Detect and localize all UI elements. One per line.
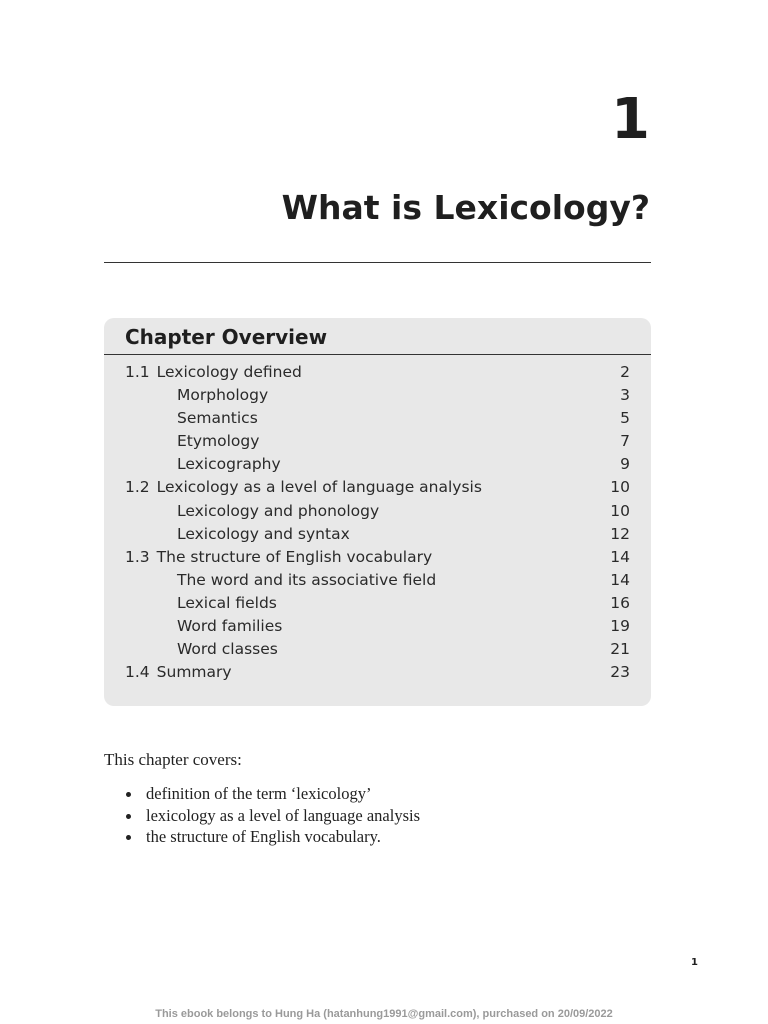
toc-entry-title [125,386,268,404]
toc-entry [125,594,630,617]
toc-entry [125,571,630,594]
bullet-icon [126,814,131,819]
chapter-overview-box [104,318,651,706]
covers-list [104,784,420,849]
toc-entry-title [125,617,282,635]
toc-entry [125,548,630,571]
page-number: 1 [691,957,698,968]
toc-entry-title [125,455,281,473]
chapter-title: What is Lexicology? [281,188,650,227]
toc-entry-label: Word classes [177,640,278,659]
toc-entry-page: 5 [620,409,630,428]
toc-entry [125,455,630,478]
toc-entry-title [125,594,277,612]
toc-entry-page: 16 [610,593,630,612]
toc-entry [125,409,630,432]
toc-entry-label: Morphology [177,386,269,405]
toc-entry-title [125,409,258,427]
ownership-footer: This ebook belongs to Hung Ha (hatanhung1991@gmail.com), purchased on 20/09/2022 [155,1008,613,1020]
toc-entry-title [125,432,259,450]
list-item-text: lexicology as a level of language analysis [146,805,420,825]
toc-entry-title [125,663,232,681]
toc-entry-title [125,478,482,496]
toc-entry [125,640,630,663]
chapter-overview-heading: Chapter Overview [125,325,328,349]
toc-entry [125,502,630,525]
toc-entry-page: 10 [610,478,630,497]
toc-entry-number: 1.3 [125,547,150,566]
toc-entry-page: 10 [610,501,630,520]
toc-entry-label: Lexicology and syntax [177,524,350,543]
toc-entry [125,386,630,409]
toc-entry-label: Word families [177,617,283,636]
toc-entry-label: The word and its associative field [177,570,437,589]
toc-entry-label: Lexicography [177,455,281,474]
toc-entry-label: Lexical fields [177,593,277,612]
bullet-icon [126,835,131,840]
toc-entry-title [125,502,379,520]
toc-entry [125,432,630,455]
toc-entry-page: 9 [620,455,630,474]
chapter-number: 1 [611,87,650,152]
toc-entry-label: The structure of English vocabulary [156,547,433,566]
toc-entry-page: 19 [610,617,630,636]
toc-entry-page: 21 [610,640,630,659]
toc-entry-number: 1.1 [125,363,150,381]
toc-entry-label: Lexicology and phonology [177,501,380,520]
toc-entry [125,617,630,640]
intro-text: This chapter covers: [104,750,242,769]
toc-entry-page: 7 [620,432,630,451]
list-item-text: definition of the term ‘lexicology’ [146,784,372,803]
toc-entry-label: Etymology [177,432,260,451]
toc-entry [125,363,630,386]
toc-entry-page: 3 [620,386,630,405]
title-divider [104,262,651,263]
toc-entry-title [125,548,432,566]
toc-entry-title [125,363,302,381]
toc-entry-page: 23 [610,663,630,682]
toc-entry-label: Semantics [177,409,258,428]
toc-entry-label: Lexicology as a level of language analysis [156,478,482,497]
toc-entry [125,525,630,548]
toc-entry-title [125,571,436,589]
toc-entry-label: Lexicology defined [156,363,302,381]
toc-entry-number: 1.2 [125,478,150,497]
list-item-text: the structure of English vocabulary. [146,827,381,847]
toc-entry-page: 14 [610,570,630,589]
toc-entry [125,478,630,501]
bullet-icon [126,792,131,797]
toc-entry [125,663,630,686]
toc-entry-title [125,640,278,658]
list-item [104,806,420,828]
toc-entry-number: 1.4 [125,663,150,682]
toc-entry-title [125,525,350,543]
toc-list [104,355,651,686]
toc-entry-page: 14 [610,547,630,566]
list-item [104,827,420,849]
toc-entry-page: 2 [620,363,630,381]
toc-entry-label: Summary [156,663,232,682]
toc-entry-page: 12 [610,524,630,543]
list-item [104,784,420,806]
